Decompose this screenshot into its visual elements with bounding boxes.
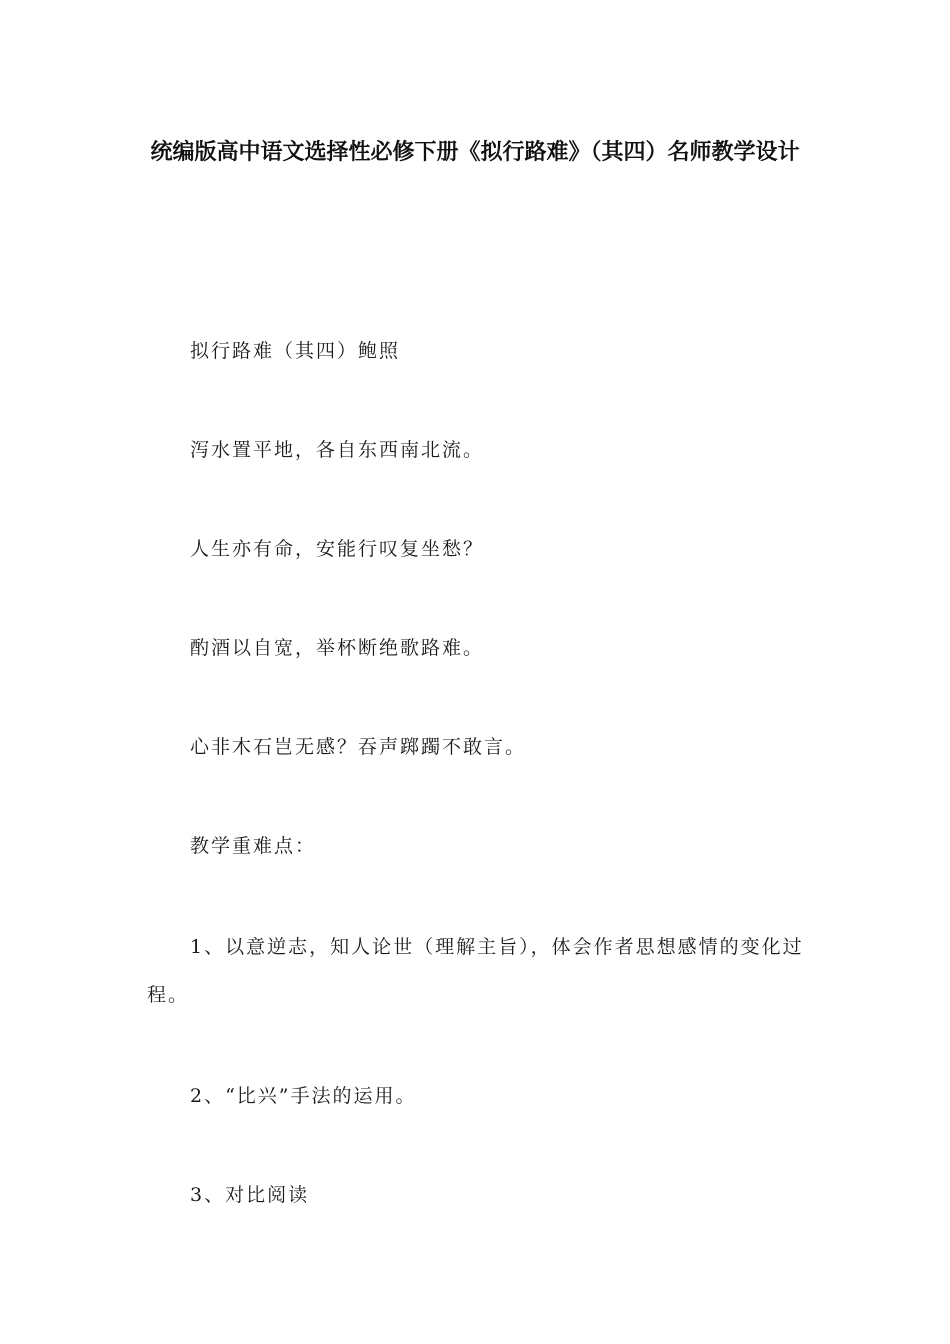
key-point-1: 1、以意逆志，知人论世（理解主旨），体会作者思想感情的变化过程。 bbox=[147, 936, 804, 1006]
poem-line-2: 人生亦有命，安能行叹复坐愁？ bbox=[190, 538, 485, 560]
poem-line-3: 酌酒以自宽，举杯断绝歌路难。 bbox=[190, 637, 485, 659]
poem-line-4: 心非木石岂无感？吞声踯躅不敢言。 bbox=[190, 736, 527, 758]
key-point-3: 3、对比阅读 bbox=[190, 1184, 310, 1206]
poem-heading: 拟行路难（其四）鲍照 bbox=[190, 340, 401, 362]
section-heading-key-points: 教学重难点： bbox=[190, 835, 317, 857]
key-point-2: 2、“比兴”手法的运用。 bbox=[190, 1085, 417, 1107]
poem-line-1: 泻水置平地，各自东西南北流。 bbox=[190, 439, 485, 461]
document-title: 统编版高中语文选择性必修下册《拟行路难》（其四）名师教学设计 bbox=[150, 140, 800, 165]
